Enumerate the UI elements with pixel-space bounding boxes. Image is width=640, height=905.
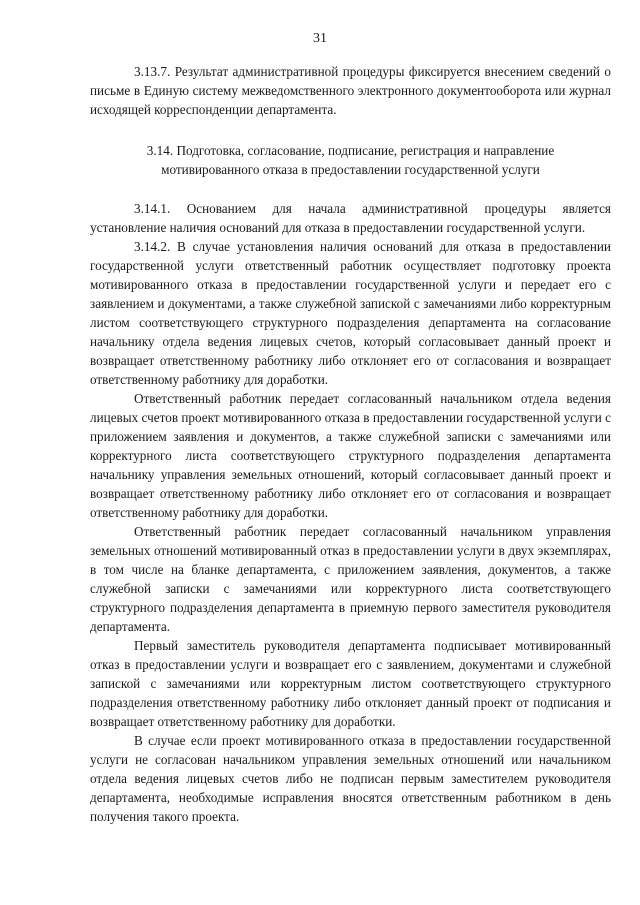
document-body [90, 62, 611, 826]
paragraph-deputy-signing: Первый заместитель руководителя департамента подписывает мотивированный отказ в предоставлении услуги и возвращает его с заявлением, документами и служебной запиской с замечаниями или корректурным листом соответствующего структурного подразделения ответственному работнику либо отклоняет данный проект от подписания и возвращает ответственному работнику для доработки. [90, 638, 611, 729]
paragraph-transfer-to-deputy: Ответственный работник передает согласованный начальником управления земельных отношений мотивированный отказ в предоставлении услуги в двух экземплярах, в том числе на бланке департамента, с приложением заявления, документов, а также служебной записки с замечаниями или корректурного листа соответствующего структурного подразделения департамента в приемную первого заместителя руководителя департамента. [90, 524, 611, 634]
page-number: 31 [313, 31, 327, 46]
paragraph-3-14-1: 3.14.1. Основанием для начала административной процедуры является установление наличия оснований для отказа в предоставлении государственной услуги. [90, 201, 611, 235]
paragraph-3-13-7: 3.13.7. Результат административной процедуры фиксируется внесением сведений о письме в Единую систему межведомственного электронного документооборота или журнал исходящей корреспонденции департамента. [90, 64, 611, 117]
section-heading-3-14 [90, 141, 611, 179]
paragraph-approval-land-relations: Ответственный работник передает согласованный начальником отдела ведения лицевых счетов проект мотивированного отказа в предоставлении государственной услуги с приложением заявления и документов, а также служебной записки с замечаниями или корректурного листа соответствующего структурного подразделения департамента начальнику управления земельных отношений, который согласовывает данный проект и возвращает ответственному работнику либо отклоняет его от согласования и возвращает ответственному работнику для доработки. [90, 391, 611, 520]
section-heading-line-2: мотивированного отказа в предоставлении государственной услуги [161, 162, 540, 177]
paragraph-3-14-2: 3.14.2. В случае установления наличия оснований для отказа в предоставлении государственной услуги ответственный работник осуществляет подготовку проекта мотивированного отказа в предоставлении государственной услуги и передает его с заявлением и документами, а также служебной запиской с замечаниями либо корректурным листом соответствующего структурного подразделения департамента на согласование начальнику отдела ведения лицевых счетов, который согласовывает данный проект и возвращает ответственному работнику либо отклоняет его от согласования и возвращает ответственному работнику для доработки. [90, 239, 611, 387]
paragraph-corrections: В случае если проект мотивированного отказа в предоставлении государственной услуги не согласован начальником управления земельных отношений или начальником отдела ведения лицевых счетов либо не подписан первым заместителем руководителя департамента, необходимые исправления вносятся ответственным работником в день получения такого проекта. [90, 733, 611, 824]
section-heading-line-1: 3.14. Подготовка, согласование, подписание, регистрация и направление [146, 143, 555, 158]
